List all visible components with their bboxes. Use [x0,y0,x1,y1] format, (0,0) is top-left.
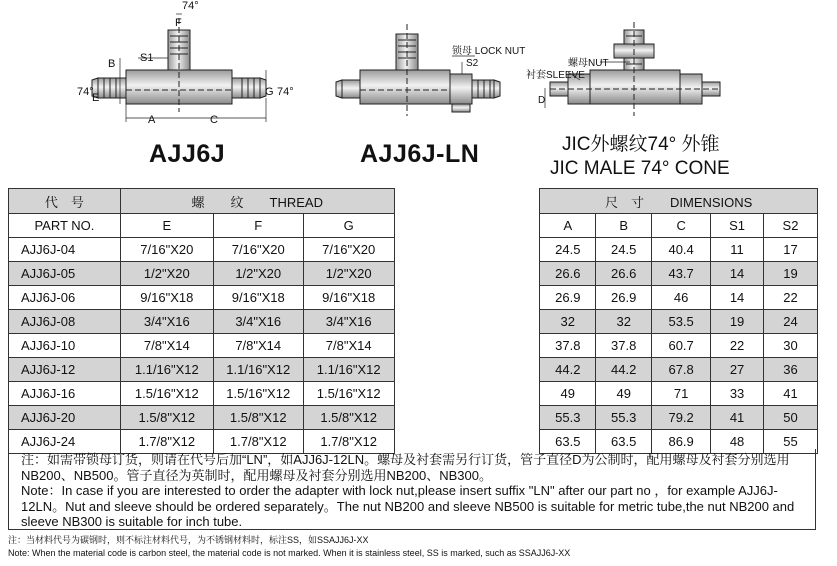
cell-part: AJJ6J-20 [9,406,121,430]
cell-s2: 50 [764,406,818,430]
header-gap [394,214,540,238]
cell-s1: 33 [711,382,764,406]
dim-b-label: B [108,58,116,70]
cell-a: 26.6 [540,262,596,286]
cell-a: 63.5 [540,430,596,454]
cell-s1: 27 [711,358,764,382]
col-g-header: G [303,214,394,238]
cell-g: 1.1/16"X12 [303,358,394,382]
row-gap [394,334,540,358]
ajj6j-ln-drawing [336,24,500,116]
row-gap [394,358,540,382]
dim-e-label: E [92,92,100,104]
cell-e: 1/2"X20 [120,262,213,286]
cell-c: 79.2 [652,406,711,430]
cell-c: 86.9 [652,430,711,454]
cell-f: 7/8"X14 [213,334,303,358]
col-f-header: F [213,214,303,238]
cell-b: 49 [596,382,652,406]
dim-f-label: F [175,17,182,29]
cell-g: 7/8"X14 [303,334,394,358]
note-cn: 注：如需带锁母订货，则请在代号后加“LN”，如AJJ6J-12LN。螺母及衬套需另行订货，管子直径D为公制时，配用螺母及衬套分别选用NB200、NB500。管子直径为英制时，配用螺母及衬套分别选用NB200、NB300。 [21,452,790,483]
note-en: Note：In case if you are interested to order the adapter with lock nut,please insert suffix "LN" after our part no ，for example AJJ6J-12LN。Nut and sleeve should be ordered separately。The nut NB200 and sleeve NB500 is suitable for metric tube,the nut NB200 and sleeve NB300 is suitable for inch tube. [21,483,795,529]
dimensions-header: 尺 寸 DIMENSIONS [540,189,818,214]
cell-f: 1.1/16"X12 [213,358,303,382]
nut-label: 螺母NUT [568,58,609,69]
row-gap [394,406,540,430]
cell-g: 1.5/16"X12 [303,382,394,406]
cell-e: 9/16"X18 [120,286,213,310]
cell-part: AJJ6J-06 [9,286,121,310]
header-gap [394,189,540,214]
thread-header: 螺 纹 THREAD [120,189,394,214]
table-row [9,382,818,406]
dim-s1-label: S1 [140,52,154,64]
cell-a: 37.8 [540,334,596,358]
table-row [9,286,818,310]
cell-a: 26.9 [540,286,596,310]
cell-g: 9/16"X18 [303,286,394,310]
cell-c: 40.4 [652,238,711,262]
row-gap [394,382,540,406]
cell-c: 53.5 [652,310,711,334]
cell-f: 3/4"X16 [213,310,303,334]
part-no-header-en: PART NO. [9,214,121,238]
spec-table [8,188,818,454]
cell-s1: 14 [711,262,764,286]
dim-a-label: A [148,114,156,126]
col-b-header: B [596,214,652,238]
cell-g: 1.5/8"X12 [303,406,394,430]
col-c-header: C [652,214,711,238]
cell-c: 67.8 [652,358,711,382]
cell-s1: 11 [711,238,764,262]
cell-f: 1.5/16"X12 [213,382,303,406]
cell-s1: 41 [711,406,764,430]
cell-part: AJJ6J-10 [9,334,121,358]
cell-c: 43.7 [652,262,711,286]
cell-f: 9/16"X18 [213,286,303,310]
ajj6j-dimension-lines [120,14,266,122]
cell-s2: 17 [764,238,818,262]
cell-c: 46 [652,286,711,310]
cell-s1: 14 [711,286,764,310]
cell-e: 3/4"X16 [120,310,213,334]
cell-s2: 30 [764,334,818,358]
dim-g-label: G [265,86,274,98]
cell-b: 63.5 [596,430,652,454]
cell-e: 1.1/16"X12 [120,358,213,382]
cell-part: AJJ6J-04 [9,238,121,262]
drawings-area [0,0,837,185]
cell-c: 60.7 [652,334,711,358]
caption-ajj6j-ln: AJJ6J-LN [360,140,480,168]
cell-a: 32 [540,310,596,334]
table-row [9,406,818,430]
dim-c-label: C [210,114,218,126]
cell-b: 37.8 [596,334,652,358]
cell-s2: 22 [764,286,818,310]
cell-g: 1.7/8"X12 [303,430,394,454]
header-row-2 [9,214,818,238]
cell-part: AJJ6J-24 [9,430,121,454]
col-s2-header: S2 [764,214,818,238]
cell-part: AJJ6J-16 [9,382,121,406]
cell-e: 1.7/8"X12 [120,430,213,454]
cell-s2: 24 [764,310,818,334]
cell-e: 7/8"X14 [120,334,213,358]
row-gap [394,286,540,310]
cell-f: 7/16"X20 [213,238,303,262]
footnote-cn: 注：当材料代号为碳钢时，则不标注材料代号，为不锈钢材料时，标注SS，如SSAJJ6J-XX [8,535,369,545]
d-label: D [538,95,546,106]
cell-part: AJJ6J-05 [9,262,121,286]
ajj6j-drawing [92,18,266,112]
cell-f: 1.7/8"X12 [213,430,303,454]
cell-g: 1/2"X20 [303,262,394,286]
cell-part: AJJ6J-08 [9,310,121,334]
cell-part: AJJ6J-12 [9,358,121,382]
sleeve-label: 衬套SLEEVE [526,70,585,81]
cell-s2: 55 [764,430,818,454]
cell-g: 3/4"X16 [303,310,394,334]
cell-f: 1/2"X20 [213,262,303,286]
cell-s1: 48 [711,430,764,454]
col-a-header: A [540,214,596,238]
table-row [9,358,818,382]
cell-e: 1.5/16"X12 [120,382,213,406]
col-s1-header: S1 [711,214,764,238]
header-row-1 [9,189,818,214]
cell-s2: 36 [764,358,818,382]
cell-s2: 19 [764,262,818,286]
cell-b: 55.3 [596,406,652,430]
angle-left-label: 74° [77,86,94,98]
table-row [9,310,818,334]
cell-s1: 19 [711,310,764,334]
cell-c: 71 [652,382,711,406]
lock-nut-label: 锁母 LOCK NUT [452,46,526,57]
table-row [9,238,818,262]
part-no-header-cn: 代 号 [9,189,121,214]
cell-b: 24.5 [596,238,652,262]
table-row [9,334,818,358]
angle-right-label: 74° [277,86,294,98]
col-e-header: E [120,214,213,238]
cell-a: 55.3 [540,406,596,430]
spec-table-body [9,238,818,454]
caption-jic-cn: JIC外螺纹74° 外锥 [562,134,720,155]
cell-b: 26.6 [596,262,652,286]
cell-b: 32 [596,310,652,334]
cell-a: 24.5 [540,238,596,262]
row-gap [394,310,540,334]
caption-jic-en: JIC MALE 74° CONE [550,158,730,179]
row-gap [394,238,540,262]
cell-s2: 41 [764,382,818,406]
cell-f: 1.5/8"X12 [213,406,303,430]
notes-box [8,449,816,530]
cell-b: 26.9 [596,286,652,310]
cell-b: 44.2 [596,358,652,382]
cell-a: 44.2 [540,358,596,382]
cell-e: 7/16"X20 [120,238,213,262]
s2-label: S2 [466,58,479,69]
angle-top-label: 74° [182,0,199,12]
table-row [9,262,818,286]
footnote-en: Note: When the material code is carbon steel, the material code is not marked. When it is stainless steel, SS is marked, such as SSAJJ6J-XX [8,548,571,558]
caption-ajj6j: AJJ6J [149,140,226,168]
cell-e: 1.5/8"X12 [120,406,213,430]
cell-s1: 22 [711,334,764,358]
row-gap [394,262,540,286]
cell-a: 49 [540,382,596,406]
cell-g: 7/16"X20 [303,238,394,262]
